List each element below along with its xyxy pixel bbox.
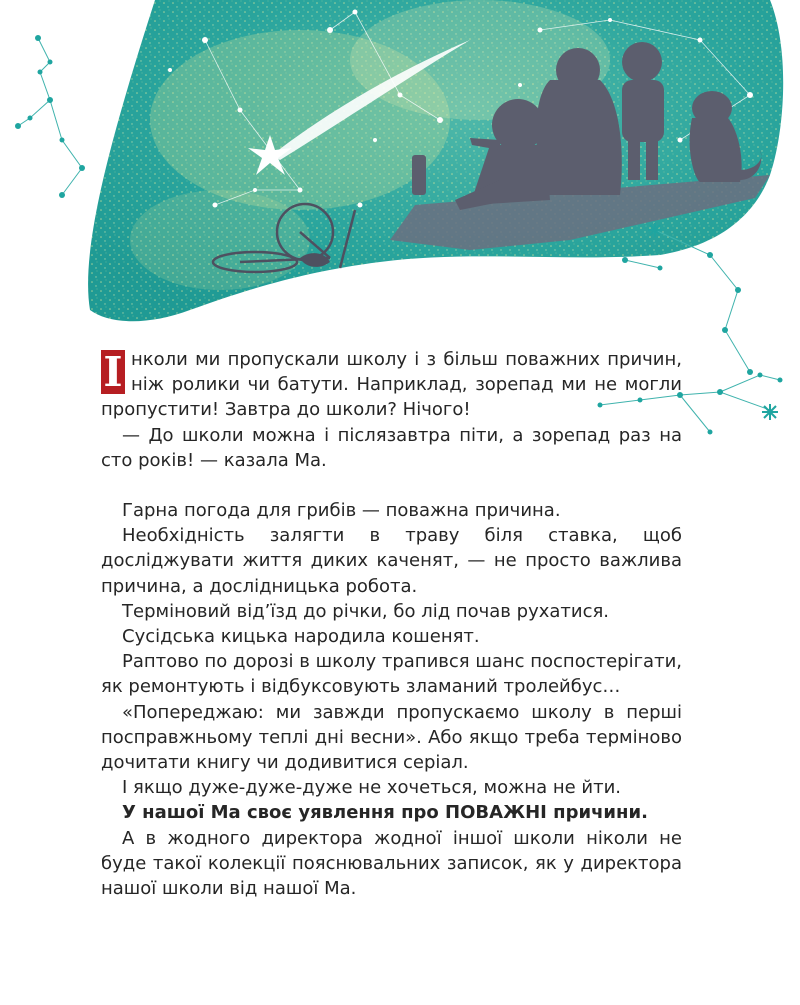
paragraph-3: Гарна погода для грибів — поважна причина. — [122, 500, 561, 522]
paragraph-10: У нашої Ма своє уявлення про ПОВАЖНІ причини. — [122, 802, 648, 824]
paragraph-8: «Попереджаю: ми завжди пропускаємо школу в перші посправжньому теплі дні весни». Або якщо треба терміново дочитати книгу чи додивитися серіал. — [101, 701, 682, 774]
paragraph-11: А в жодного директора жодної іншої школи ніколи не буде такої колекції пояснювальних записок, як у директора нашої школи від нашої Ма. — [101, 827, 682, 900]
paragraph-4: Необхідність залягти в траву біля ставка, щоб досліджувати життя диких каченят, — не просто важлива причина, а дослідницька робота. — [101, 525, 682, 597]
paragraph-5: Терміновий від’їзд до річки, бо лід почав рухатися. — [122, 600, 610, 622]
drop-cap: І — [101, 350, 125, 394]
paragraph-1 — [101, 347, 682, 423]
story-text — [101, 347, 682, 901]
paragraph-1-text: нколи ми пропускали школу і з більш поважних причин, ніж ролики чи батути. Наприклад, зорепад ми не могли пропустити! Завтра до школи? Нічого! — [101, 349, 682, 421]
paragraph-2: — До школи можна і післязавтра піти, а зорепад раз на сто років! — казала Ма. — [101, 424, 682, 471]
paragraph-7: Раптово по дорозі в школу трапився шанс поспостерігати, як ремонтують і відбуксовують зламаний тролейбус… — [101, 651, 682, 698]
paragraph-9: І якщо дуже-дуже-дуже не хочеться, можна не йти. — [122, 777, 621, 799]
paragraph-6: Сусідська кицька народила кошенят. — [122, 626, 480, 648]
